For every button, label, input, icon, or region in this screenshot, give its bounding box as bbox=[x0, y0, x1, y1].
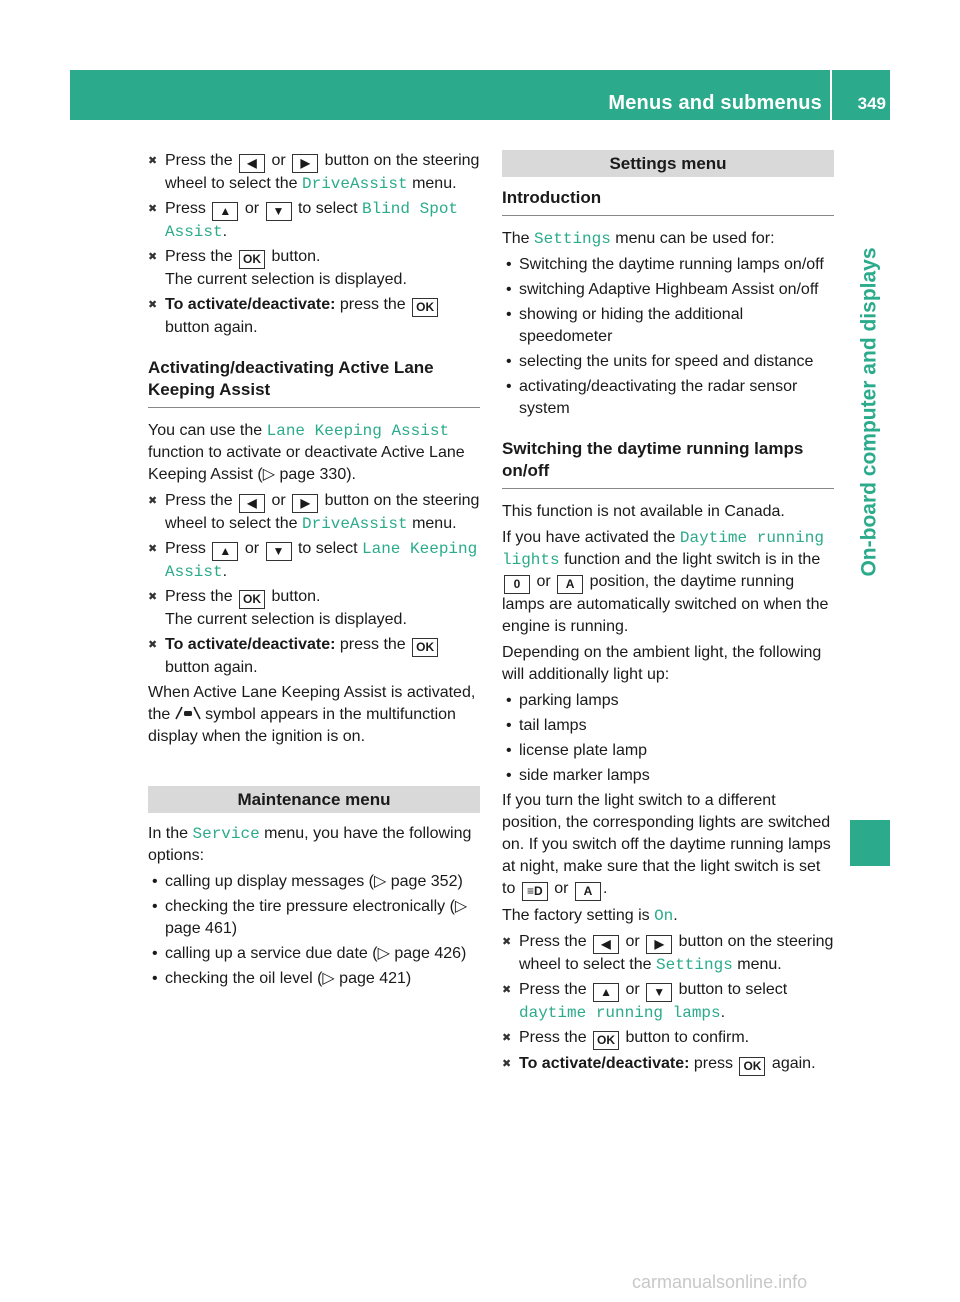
paragraph: The Settings menu can be used for: bbox=[502, 230, 775, 248]
list-item: • calling up display messages (▷ page 352) bbox=[148, 871, 480, 893]
up-arrow-key-icon: ▲ bbox=[212, 202, 238, 221]
side-tab-label: On-board computer and displays bbox=[858, 247, 881, 577]
up-arrow-key-icon: ▲ bbox=[593, 983, 619, 1002]
auto-light-icon: A bbox=[557, 575, 583, 594]
paragraph: If you turn the light switch to a different position, the corresponding lights are switched on. If you switch off the daytime running lamps at night, make sure that the light switch is set to ≡D or A . bbox=[502, 790, 834, 901]
step: ✖ Press the ◀ or ▶ button on the steering wheel to select the DriveAssist menu. bbox=[148, 150, 480, 195]
low-beam-icon: ≡D bbox=[522, 882, 548, 901]
left-arrow-key-icon: ◀ bbox=[239, 154, 265, 173]
menu-item-name: Blind Spot Assist bbox=[165, 200, 459, 241]
list-item: • showing or hiding the additional speedometer bbox=[502, 304, 834, 348]
list-item: • license plate lamp bbox=[502, 740, 834, 762]
paragraph: Depending on the ambient light, the following will additionally light up: bbox=[502, 644, 822, 683]
step: ✖ Press the ◀ or ▶ button on the steering wheel to select the DriveAssist menu. bbox=[148, 490, 480, 535]
ok-key-icon: OK bbox=[239, 250, 265, 269]
watermark: carmanualsonline.info bbox=[632, 1272, 808, 1292]
page-number: 349 bbox=[857, 94, 886, 113]
setting-value: On bbox=[654, 907, 674, 925]
ok-key-icon: OK bbox=[412, 298, 438, 317]
header-divider bbox=[830, 70, 832, 120]
menu-name: DriveAssist bbox=[301, 175, 408, 193]
list-item: • tail lamps bbox=[502, 715, 834, 737]
step: ✖ To activate/deactivate: press the OK button again. bbox=[148, 634, 480, 679]
menu-item-name: daytime running lamps bbox=[519, 1004, 721, 1022]
section-heading: Activating/deactivating Active Lane Keeping Assist bbox=[148, 357, 480, 408]
auto-light-icon: A bbox=[575, 882, 601, 901]
ok-key-icon: OK bbox=[412, 638, 438, 657]
left-arrow-key-icon: ◀ bbox=[593, 935, 619, 954]
step: ✖ Press ▲ or ▼ to select Blind Spot Assist. bbox=[148, 198, 480, 243]
menu-name: Service bbox=[192, 825, 260, 843]
down-arrow-key-icon: ▼ bbox=[646, 983, 672, 1002]
step: ✖ To activate/deactivate: press the OK button again. bbox=[148, 294, 480, 339]
up-arrow-key-icon: ▲ bbox=[212, 542, 238, 561]
section-heading: Switching the daytime running lamps on/off bbox=[502, 438, 834, 489]
paragraph: In the Service menu, you have the following options: bbox=[148, 825, 472, 864]
paragraph: When Active Lane Keeping Assist is activated, the symbol appears in the multifunction display when the ignition is on. bbox=[148, 684, 476, 745]
step: ✖ Press ▲ or ▼ to select Lane Keeping Assist. bbox=[148, 538, 480, 583]
menu-name: Settings bbox=[655, 956, 733, 974]
menu-name: Settings bbox=[534, 230, 611, 248]
section-heading: Introduction bbox=[502, 187, 834, 216]
ok-key-icon: OK bbox=[739, 1057, 765, 1076]
left-column bbox=[148, 150, 480, 993]
right-arrow-key-icon: ▶ bbox=[646, 935, 672, 954]
step: ✖ Press the ▲ or ▼ button to select daytime running lamps. bbox=[502, 979, 834, 1024]
paragraph: The factory setting is On. bbox=[502, 907, 678, 925]
side-tab bbox=[852, 232, 888, 592]
menu-item-name: Lane Keeping Assist bbox=[165, 540, 478, 581]
paragraph: You can use the Lane Keeping Assist function to activate or deactivate Active Lane Keeping Assist (▷ page 330). bbox=[148, 422, 465, 483]
step: ✖ Press the OK button to confirm. bbox=[502, 1027, 834, 1050]
list-item: • side marker lamps bbox=[502, 765, 834, 787]
list-item: • selecting the units for speed and distance bbox=[502, 351, 834, 373]
menu-name: DriveAssist bbox=[301, 515, 408, 533]
maintenance-menu-heading: Maintenance menu bbox=[148, 786, 480, 813]
down-arrow-key-icon: ▼ bbox=[266, 542, 292, 561]
page-title: Menus and submenus bbox=[608, 92, 822, 114]
side-tab-block bbox=[850, 820, 890, 866]
header-bar bbox=[70, 70, 890, 120]
paragraph: If you have activated the Daytime running lights function and the light switch is in the 0 or A position, the daytime running lamps are automatically switched on when the engine is running. bbox=[502, 529, 829, 635]
list-item: • calling up a service due date (▷ page 426) bbox=[148, 943, 480, 965]
ok-key-icon: OK bbox=[239, 590, 265, 609]
right-arrow-key-icon: ▶ bbox=[292, 494, 318, 513]
list-item: • switching Adaptive Highbeam Assist on/off bbox=[502, 279, 834, 301]
list-item: • activating/deactivating the radar sensor system bbox=[502, 376, 834, 420]
right-arrow-key-icon: ▶ bbox=[292, 154, 318, 173]
list-item: • parking lamps bbox=[502, 690, 834, 712]
down-arrow-key-icon: ▼ bbox=[266, 202, 292, 221]
settings-menu-heading: Settings menu bbox=[502, 150, 834, 177]
menu-item-name: Lane Keeping Assist bbox=[266, 422, 450, 440]
menu-item-name: Daytime running lights bbox=[502, 529, 824, 569]
step: ✖ Press the OK button. The current selection is displayed. bbox=[148, 246, 480, 291]
lane-keeping-icon bbox=[175, 706, 201, 720]
left-arrow-key-icon: ◀ bbox=[239, 494, 265, 513]
paragraph: This function is not available in Canada. bbox=[502, 503, 785, 520]
right-column bbox=[502, 150, 834, 1079]
list-item: • Switching the daytime running lamps on/off bbox=[502, 254, 834, 276]
switch-off-icon: 0 bbox=[504, 575, 530, 594]
step: ✖ Press the ◀ or ▶ button on the steering wheel to select the Settings menu. bbox=[502, 931, 834, 976]
step: ✖ Press the OK button. The current selection is displayed. bbox=[148, 586, 480, 631]
step: ✖ To activate/deactivate: press OK again. bbox=[502, 1053, 834, 1076]
list-item: • checking the tire pressure electronically (▷ page 461) bbox=[148, 896, 480, 940]
list-item: • checking the oil level (▷ page 421) bbox=[148, 968, 480, 990]
ok-key-icon: OK bbox=[593, 1031, 619, 1050]
